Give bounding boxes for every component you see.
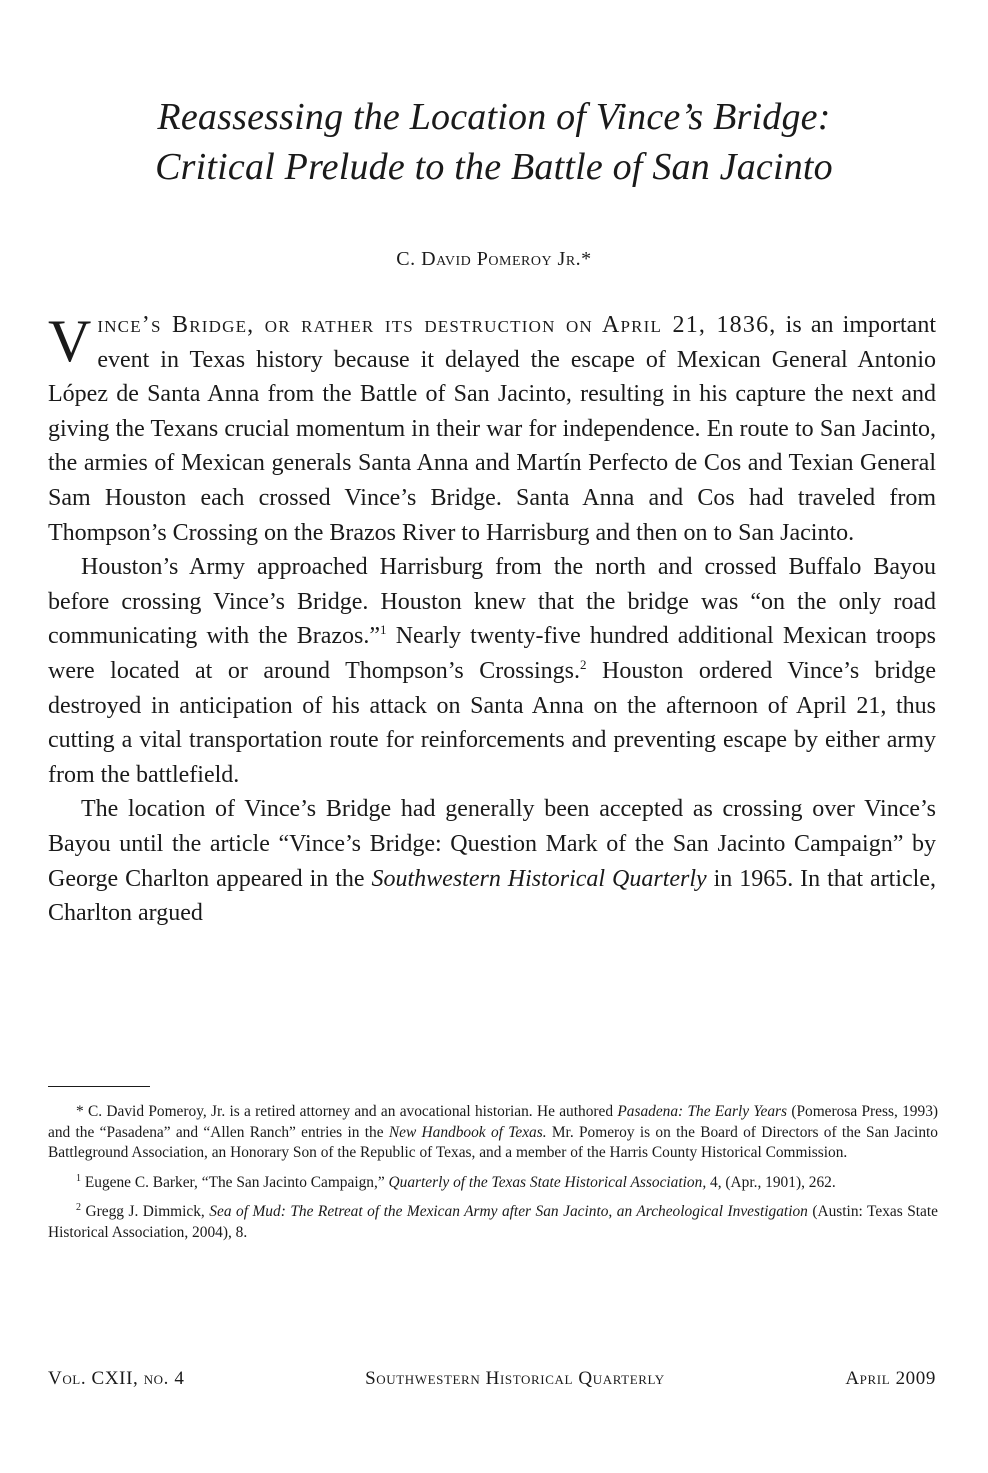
body-paragraph-2 xyxy=(48,550,936,792)
footnote-1-journal: Quarterly of the Texas State Historical Association, xyxy=(388,1173,707,1191)
journal-title-italic: Southwestern Historical Quarterly xyxy=(371,865,707,892)
body-paragraph-3-text-b: in 1965. In that article, Charlton argued xyxy=(48,865,936,927)
footnote-divider xyxy=(48,1086,150,1087)
body-paragraph-3 xyxy=(48,792,936,930)
footnote-author-text-b: (Pomerosa Press, 1993) and the “Pasadena” and “Allen Ranch” entries in the xyxy=(48,1103,939,1141)
footnote-1-number: 1 xyxy=(76,1172,81,1184)
footnote-2 xyxy=(48,1202,938,1243)
body-paragraph-1 xyxy=(48,308,936,550)
footnote-2-number: 2 xyxy=(76,1202,81,1214)
footnote-2-text-b: (Austin: Texas State Historical Association, 2004), 8. xyxy=(48,1203,938,1241)
footnote-author-book: Pasadena: The Early Years xyxy=(617,1103,788,1120)
running-footer xyxy=(48,1368,936,1390)
article-title xyxy=(0,92,988,192)
footnote-ref-2[interactable]: 2 xyxy=(580,656,587,672)
footnote-author-text-a: * C. David Pomeroy, Jr. is a retired attorney and an avocational historian. He authored xyxy=(76,1103,618,1120)
footnote-ref-1[interactable]: 1 xyxy=(380,622,387,638)
article-title-line-1: Reassessing the Location of Vince’s Bridge: xyxy=(157,96,831,138)
footnote-1 xyxy=(48,1173,938,1194)
article-body xyxy=(48,308,936,931)
footnote-2-book: Sea of Mud: The Retreat of the Mexican Army after San Jacinto, an Archeological Investigation xyxy=(209,1203,808,1221)
body-paragraph-2-text-a: Houston’s Army approached Harrisburg from the north and crossed Buffalo Bayou before crossing Vince’s Bridge. Houston knew that the bridge was “on the only road communicating with the Brazos.” xyxy=(48,554,936,650)
footnote-2-text-a: Gregg J. Dimmick, xyxy=(81,1203,210,1221)
article-title-line-2: Critical Prelude to the Battle of San Jacinto xyxy=(155,146,833,188)
lead-in-small-caps: ince’s Bridge, or rather its destruction on April 21, 1836, xyxy=(97,312,777,338)
footnote-author-text-c: Mr. Pomeroy is on the Board of Directors of the San Jacinto Battleground Association, an Honorary Son of the Republic of Texas, and a member of the Harris County Historical Commission. xyxy=(48,1123,939,1162)
footer-date: April 2009 xyxy=(845,1368,936,1389)
footnotes xyxy=(48,1102,938,1253)
body-paragraph-1-text: is an important event in Texas history because it delayed the escape of Mexican General Antonio López de Santa Anna from the Battle of San Jacinto, resulting in his capture the next and giving the Texans crucial momentum in their war for independence. En route to San Jacinto, the armies of Mexican generals Santa Anna and Martín Perfecto de Cos and Texian General Sam Houston each crossed Vince’s Bridge. Santa Anna and Cos had traveled from Thompson’s Crossing on the Brazos River to Harrisburg and then on to San Jacinto. xyxy=(48,312,936,546)
footer-journal: Southwestern Historical Quarterly xyxy=(365,1368,665,1389)
footnote-1-text-b: 4, (Apr., 1901), 262. xyxy=(706,1173,836,1191)
body-paragraph-2-text-b: Nearly twenty-five hundred additional Mexican troops were located at or around Thompson’s Crossings. xyxy=(48,623,936,684)
body-paragraph-2-text-c: Houston ordered Vince’s bridge destroyed in anticipation of his attack on Santa Anna on the afternoon of April 21, thus cutting a vital transportation route for reinforcements and preventing escape by either army from the battlefield. xyxy=(48,657,936,788)
footnote-1-text-a: Eugene C. Barker, “The San Jacinto Campaign,” xyxy=(81,1173,389,1191)
footnote-author-handbook: New Handbook of Texas. xyxy=(388,1123,547,1141)
drop-cap: V xyxy=(48,308,92,374)
body-paragraph-3-text-a: The location of Vince’s Bridge had generally been accepted as crossing over Vince’s Bayou until the article “Vince’s Bridge: Question Mark of the San Jacinto Campaign” by George Charlton appeared in the xyxy=(48,796,936,892)
article-author: C. David Pomeroy Jr.* xyxy=(396,248,592,270)
footer-volume: Vol. CXII, no. 4 xyxy=(48,1368,185,1389)
footnote-author xyxy=(48,1102,938,1164)
